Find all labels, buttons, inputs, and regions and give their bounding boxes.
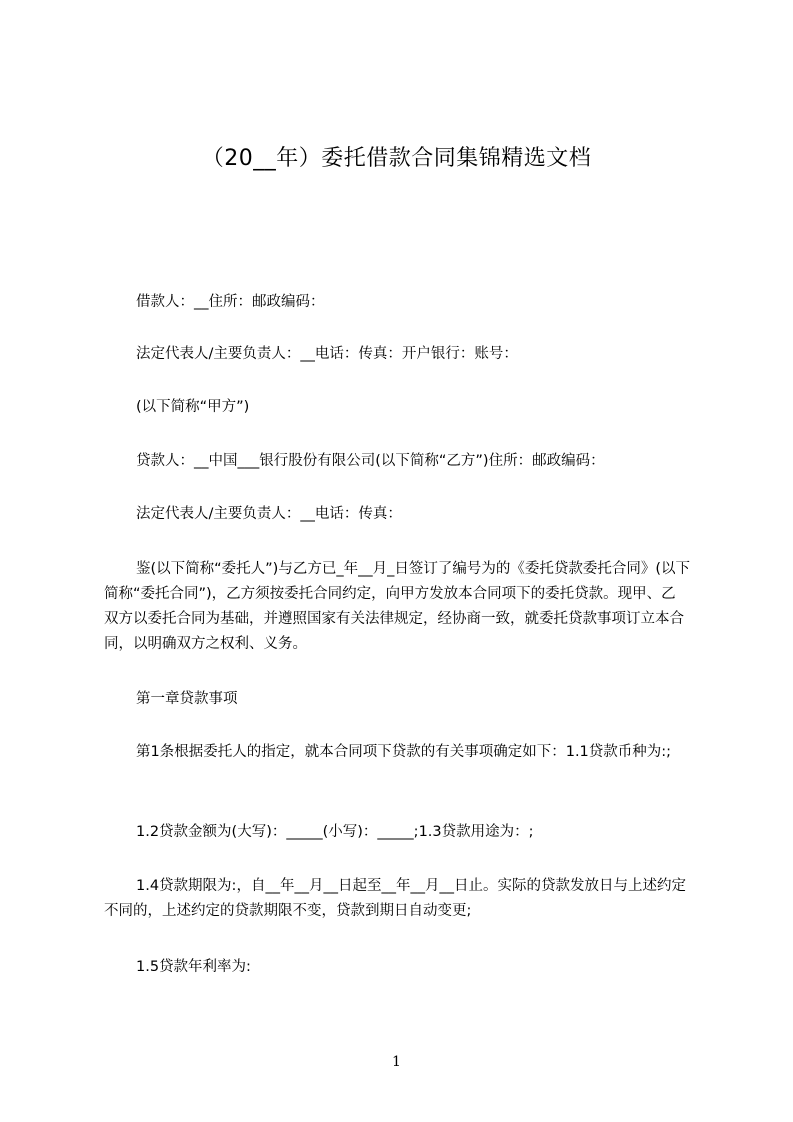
chapter-heading: 第一章贷款事项 xyxy=(136,691,238,707)
clause-1-4-paragraph: 1.4贷款期限为:，自__年__月__日起至__年__月__日止。实际的贷款发放日与上述约定不同的，上述约定的贷款期限不变，贷款到期日自动变更; xyxy=(104,878,686,919)
party-a-abbreviation: (以下简称“甲方”) xyxy=(136,399,250,415)
document-title: （20__年）委托借款合同集锦精选文档 xyxy=(201,146,592,171)
clause-1-5-paragraph: 1.5贷款年利率为: xyxy=(136,959,251,975)
lender-line: 贷款人：__中国___银行股份有限公司(以下简称“乙方”)住所：邮政编码： xyxy=(136,453,605,469)
lender-representative-line: 法定代表人/主要负责人：__电话：传真： xyxy=(136,506,402,522)
preamble-paragraph: 鉴(以下简称“委托人”)与乙方已_年__月_日签订了编号为的《委托贷款委托合同》(以下简称“委托合同”)，乙方须按委托合同约定，向甲方发放本合同项下的委托贷款。现甲、乙双方以委托合同为基础，并遵照国家有关法律规定，经协商一致，就委托贷款事项订立本合同，以明确双方之权利、义务。 xyxy=(104,561,690,652)
page-number: 1 xyxy=(392,1054,401,1070)
borrower-representative-line: 法定代表人/主要负责人：__电话：传真：开户银行：账号： xyxy=(136,346,518,362)
clause-1-2-paragraph: 1.2贷款金额为(大写)：_____(小写)：_____;1.3贷款用途为：; xyxy=(136,824,534,840)
borrower-line: 借款人：__住所：邮政编码： xyxy=(136,294,325,310)
article-1-paragraph: 第1条根据委托人的指定，就本合同项下贷款的有关事项确定如下：1.1贷款币种为:; xyxy=(136,744,672,760)
